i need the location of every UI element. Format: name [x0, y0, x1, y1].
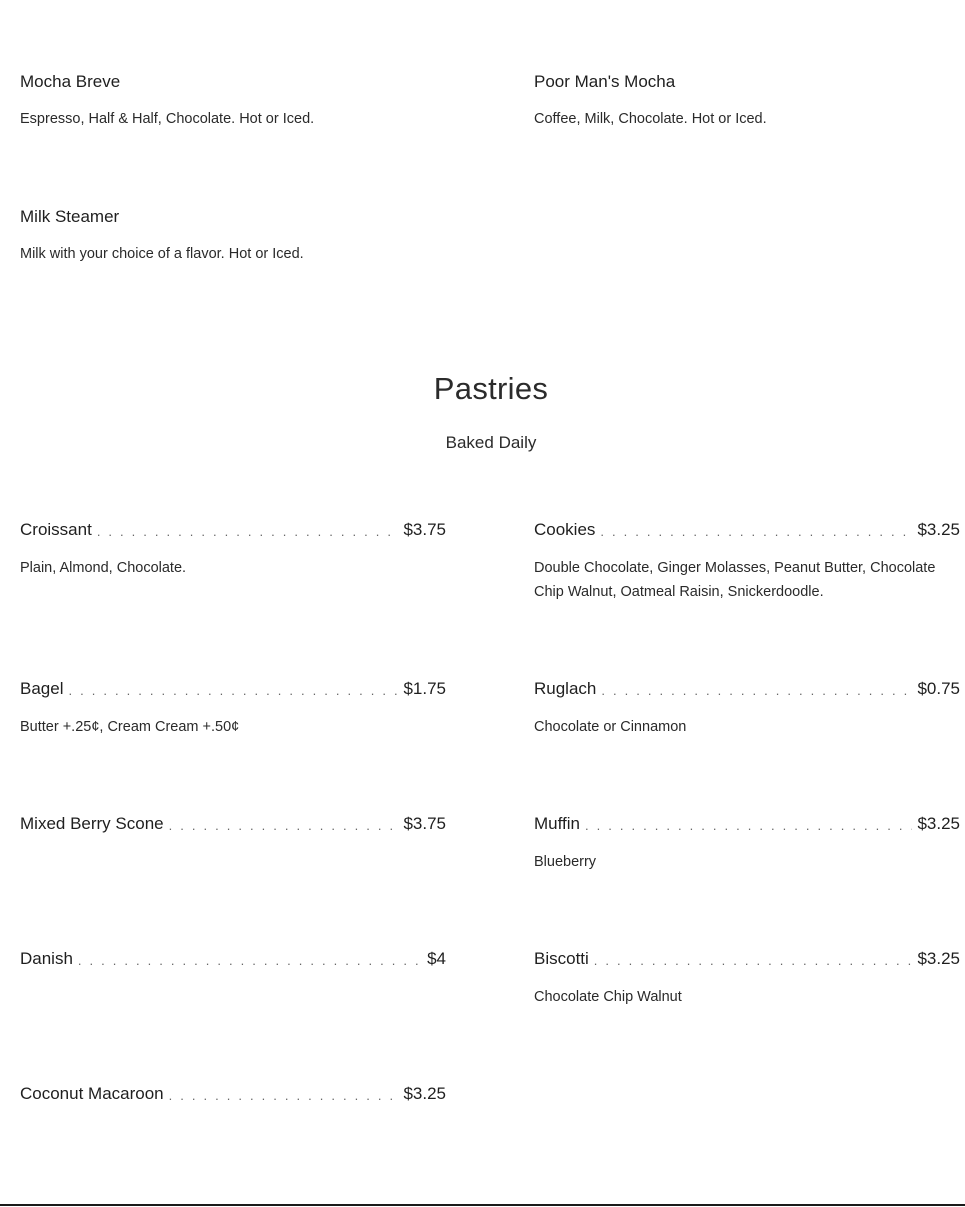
item-price: $0.75 — [917, 679, 960, 698]
item-price: $3.75 — [403, 814, 446, 833]
leader-dots — [169, 815, 399, 837]
item-price: $3.25 — [917, 949, 960, 968]
menu-item-poor-mans-mocha — [534, 71, 960, 131]
item-description: Milk with your choice of a flavor. Hot or Iced. — [20, 246, 304, 262]
item-description: Butter +.25¢, Cream Cream +.50¢ — [20, 719, 240, 735]
leader-dots — [97, 521, 399, 543]
item-description: Blueberry — [534, 854, 597, 870]
leader-dots — [600, 521, 912, 543]
item-price: $3.25 — [917, 814, 960, 833]
item-name: Danish — [20, 949, 73, 968]
leader-dots — [68, 680, 398, 702]
menu-item-coconut-macaroon — [20, 1083, 446, 1106]
section-subtitle: Baked Daily — [445, 433, 537, 452]
item-description: Chocolate or Cinnamon — [534, 719, 687, 735]
menu-item-mocha-breve — [20, 71, 446, 131]
leader-dots — [585, 815, 912, 837]
leader-dots — [601, 680, 912, 702]
item-description: Double Chocolate, Ginger Molasses, Peanut Butter, Chocolate Chip Walnut, Oatmeal Raisin, Snickerdoodle. — [534, 560, 936, 600]
item-name: Bagel — [20, 679, 64, 698]
item-name: Milk Steamer — [20, 207, 120, 226]
item-price: $3.25 — [403, 1084, 446, 1103]
item-price: $4 — [427, 949, 446, 968]
item-name: Mocha Breve — [20, 72, 121, 91]
menu-item-biscotti — [534, 948, 960, 1009]
item-description: Espresso, Half & Half, Chocolate. Hot or Iced. — [20, 111, 315, 127]
menu-item-ruglach — [534, 678, 960, 739]
item-name: Coconut Macaroon — [20, 1084, 164, 1103]
item-price: $3.75 — [403, 520, 446, 539]
leader-dots — [169, 1085, 399, 1107]
menu-item-milk-steamer — [20, 206, 446, 266]
section-title: Pastries — [433, 371, 549, 406]
item-description: Coffee, Milk, Chocolate. Hot or Iced. — [534, 111, 767, 127]
item-price: $3.25 — [917, 520, 960, 539]
leader-dots — [78, 950, 422, 972]
menu-item-croissant — [20, 519, 446, 580]
item-description: Plain, Almond, Chocolate. — [20, 560, 187, 576]
menu-item-mixed-berry-scone — [20, 813, 446, 836]
item-price: $1.75 — [403, 679, 446, 698]
item-name: Ruglach — [534, 679, 597, 698]
leader-dots — [594, 950, 913, 972]
item-name: Cookies — [534, 520, 596, 539]
item-name: Muffin — [534, 814, 580, 833]
menu-item-bagel — [20, 678, 446, 739]
item-name: Poor Man's Mocha — [534, 72, 676, 91]
item-description: Chocolate Chip Walnut — [534, 989, 682, 1005]
menu-item-danish — [20, 948, 446, 971]
item-name: Biscotti — [534, 949, 589, 968]
item-name: Mixed Berry Scone — [20, 814, 164, 833]
menu-item-muffin — [534, 813, 960, 874]
item-name: Croissant — [20, 520, 92, 539]
menu-item-cookies — [534, 519, 960, 604]
footer-divider — [0, 1204, 965, 1206]
